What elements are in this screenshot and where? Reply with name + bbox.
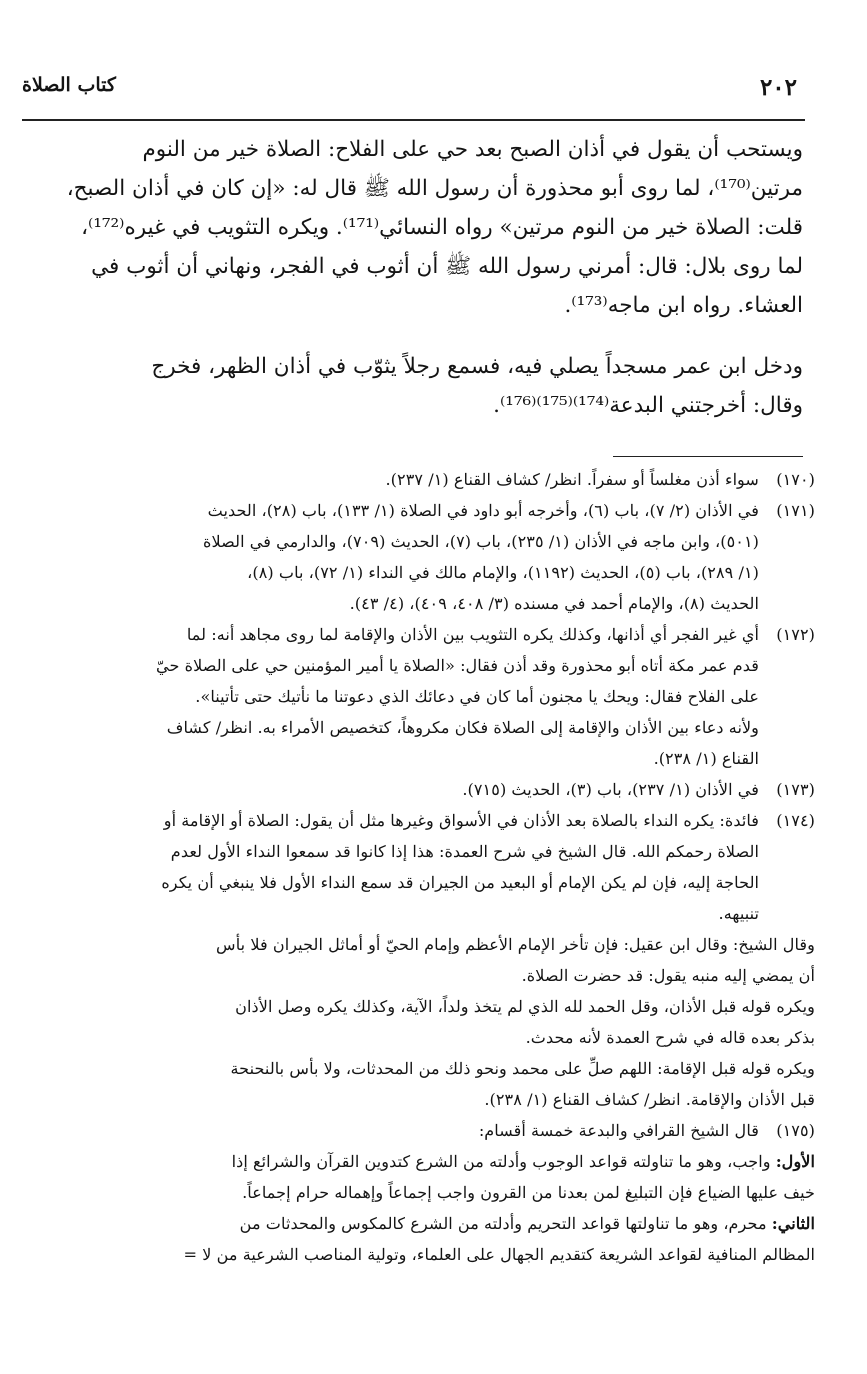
- footnotes: [22, 464, 815, 1270]
- footnote-173: [22, 774, 815, 805]
- text-line: ودخل ابن عمر مسجداً يصلي فيه، فسمع رجلاً يثوّب في أذان الظهر، فخرج: [151, 354, 803, 379]
- footnote-line: في الأذان (١/ ٢٣٧)، باب (٣)، الحديث (٧١٥).: [462, 780, 759, 799]
- footnote-line: (١/ ٢٨٩)، باب (٥)، الحديث (١١٩٢)، والإمام مالك في النداء (١/ ٧٢)، باب (٨)،: [247, 563, 759, 582]
- main-text: [22, 130, 803, 447]
- footnote-175-continuation: [22, 1146, 815, 1270]
- category-lead: الأول:: [775, 1152, 815, 1171]
- footnote-line: وقال الشيخ: وقال ابن عقيل: فإن تأخر الإمام الأعظم وإمام الحيّ أو أماثل الجيران فلا بأس: [215, 935, 815, 954]
- footnote-line: أن يمضي إليه منبه يقول: قد حضرت الصلاة.: [521, 966, 815, 985]
- footnote-175: [22, 1115, 815, 1146]
- text-line: ويستحب أن يقول في أذان الصبح بعد حي على الفلاح: الصلاة خير من النوم: [142, 137, 803, 162]
- footnote-number: (١٧٥): [776, 1121, 815, 1140]
- footnote-line: الحديث (٨)، والإمام أحمد في مسنده (٣/ ٤٠٨، ٤٠٩)، (٤/ ٤٣).: [349, 594, 759, 613]
- paragraph-1: [22, 130, 803, 325]
- footnote-174: [22, 805, 815, 929]
- page-number: ٢٠٢: [759, 74, 797, 101]
- running-header: [22, 68, 797, 108]
- paragraph-2: [22, 347, 803, 425]
- footnote-line: المظالم المنافية لقواعد الشريعة كتقديم الجهال على العلماء، وتولية المناصب الشرعية من لا =: [183, 1245, 815, 1264]
- footnote-line: بذكر بعده قاله في شرح العمدة لأنه محدث.: [525, 1028, 815, 1047]
- footnote-line: ولأنه دعاء بين الأذان والإقامة إلى الصلاة فكان مكروهاً، كتخصيص الأمراء به. انظر/ كشاف: [166, 718, 759, 737]
- footnote-line: الصلاة رحمكم الله. قال الشيخ في شرح العمدة: هذا إذا كانوا قد سمعوا النداء الأول لعدم: [170, 842, 759, 861]
- text-line: مرتين⁽¹⁷⁰⁾، لما روى أبو محذورة أن رسول الله ﷺ قال له: «إن كان في أذان الصبح،: [66, 176, 803, 201]
- footnote-line: تنبيهه.: [718, 904, 759, 923]
- category-text: محرم، وهو ما تناولتها قواعد التحريم وأدلته من الشرع كالمكوس والمحدثات من: [239, 1214, 772, 1233]
- footnote-172: [22, 619, 815, 774]
- footnote-line: سواء أذن مغلساً أو سفراً. انظر/ كشاف القناع (١/ ٢٣٧).: [385, 470, 759, 489]
- footnote-line: (٥٠١)، وابن ماجه في الأذان (١/ ٢٣٥)، باب (٧)، الحديث (٧٠٩)، والدارمي في الصلاة: [202, 532, 759, 551]
- text-line: قلت: الصلاة خير من النوم مرتين» رواه النسائي⁽¹⁷¹⁾. ويكره التثويب في غيره⁽¹⁷²⁾،: [81, 215, 803, 240]
- footnote-170: [22, 464, 815, 495]
- footnote-line: خيف عليها الضياع فإن التبليغ لمن بعدنا من القرون واجب إجماعاً وإهماله حرام إجماعاً.: [242, 1183, 815, 1202]
- footnote-line: ويكره قوله قبل الإقامة: اللهم صلِّ على محمد ونحو ذلك من المحدثات، ولا بأس بالنحنحة: [230, 1059, 815, 1078]
- footnote-number: (١٧٠): [776, 470, 815, 489]
- footnote-line: أي غير الفجر أي أذانها، وكذلك يكره التثويب بين الأذان والإقامة لما روى مجاهد أنه: لما: [186, 625, 759, 644]
- text-line: لما روى بلال: قال: أمرني رسول الله ﷺ أن أثوب في الفجر، ونهاني أن أثوب في: [91, 254, 803, 279]
- footnote-line: قبل الأذان والإقامة. انظر/ كشاف القناع (١/ ٢٣٨).: [484, 1090, 815, 1109]
- footnote-number: (١٧٢): [776, 625, 815, 644]
- footnote-separator: [613, 456, 803, 457]
- header-rule: [22, 119, 805, 121]
- book-title: كتاب الصلاة: [22, 74, 116, 96]
- footnote-number: (١٧٣): [776, 780, 815, 799]
- footnote-line: فائدة: يكره النداء بالصلاة بعد الأذان في الأسواق وغيرها مثل أن يقول: الصلاة أو الإقامة أو: [163, 811, 759, 830]
- footnote-171: [22, 495, 815, 619]
- footnote-number: (١٧٤): [776, 811, 815, 830]
- footnote-line: الحاجة إليه، فإن لم يكن الإمام أو البعيد من الجيران قد سمع النداء الأول فلا ينبغي أن يكره: [161, 873, 759, 892]
- footnote-line: القناع (١/ ٢٣٨).: [653, 749, 759, 768]
- footnote-line: [22, 1146, 815, 1177]
- footnote-number: (١٧١): [776, 501, 815, 520]
- footnote-line: على الفلاح فقال: ويحك يا مجنون أما كان في دعائك الذي دعوتنا ما نأتيك حتى تأتينا».: [195, 687, 759, 706]
- footnote-line: ويكره قوله قبل الأذان، وقل الحمد لله الذي لم يتخذ ولداً، الآية، وكذلك يكره وصل الأذان: [235, 997, 815, 1016]
- category-text: واجب، وهو ما تناولته قواعد الوجوب وأدلته من الشرع كتدوين القرآن والشرائع إذا: [231, 1152, 776, 1171]
- text-line: العشاء. رواه ابن ماجه⁽¹⁷³⁾.: [564, 293, 803, 318]
- footnote-line: في الأذان (٢/ ٧)، باب (٦)، وأخرجه أبو داود في الصلاة (١/ ١٣٣)، باب (٢٨)، الحديث: [207, 501, 759, 520]
- footnote-line: قدم عمر مكة أتاه أبو محذورة وقد أذن فقال: «الصلاة يا أمير المؤمنين حي على الصلاة حيّ: [155, 656, 759, 675]
- text-line: وقال: أخرجتني البدعة⁽¹⁷⁴⁾⁽¹⁷⁵⁾⁽¹⁷⁶⁾.: [493, 393, 803, 418]
- footnote-line: قال الشيخ القرافي والبدعة خمسة أقسام:: [478, 1121, 759, 1140]
- category-lead: الثاني:: [771, 1214, 815, 1233]
- footnote-174-continuation: [22, 929, 815, 1115]
- footnote-line: [22, 1208, 815, 1239]
